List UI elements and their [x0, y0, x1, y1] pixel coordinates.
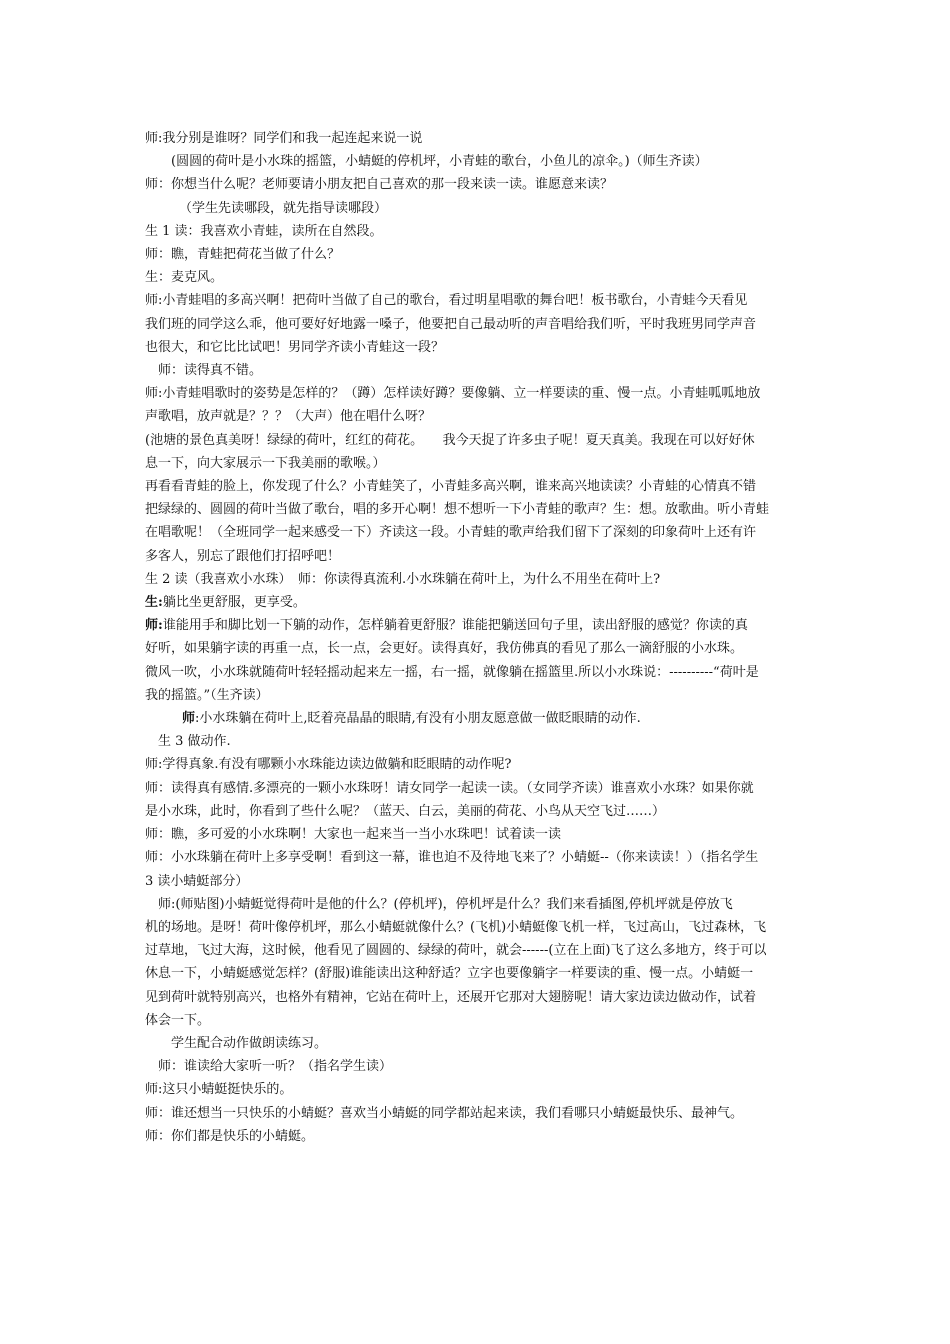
text-line: 机的场地。是呀！荷叶像停机坪，那么小蜻蜓就像什么？(飞机)小蜻蜓像飞机一样，飞过高山，飞过森林，飞	[145, 919, 767, 935]
text-line: 声歌唱，放声就是？？？（大声）他在唱什么呀？	[145, 409, 432, 425]
text-line: 好听，如果躺字读的再重一点，长一点，会更好。读得真好，我仿佛真的看见了那么一滴舒服的小水珠。	[145, 641, 744, 657]
text-line: 我们班的同学这么乖，他可要好好地露一嗓子，他要把自己最动听的声音唱给我们听，平时我班男同学声音	[145, 316, 757, 332]
text-line: 也很大，和它比比试吧！男同学齐读小青蛙这一段？	[145, 339, 445, 355]
text-line: 师：瞧，多可爱的小水珠啊！大家也一起来当一当小水珠吧！试着读一读	[145, 827, 562, 843]
text-line: 体会一下。	[145, 1012, 211, 1028]
text-line: 师：读得真有感情.多漂亮的一颗小水珠呀！请女同学一起读一读。（女同学齐读）谁喜欢小水珠？如果你就	[145, 780, 754, 796]
text-line: 师:小青蛙唱的多高兴啊！把荷叶当做了自己的歌台，看过明星唱歌的舞台吧！板书歌台，小青蛙今天看见	[145, 293, 748, 309]
speaker-label: 生:	[145, 595, 163, 611]
text-line: 多客人，别忘了跟他们打招呼吧！	[145, 548, 341, 564]
text-line: 见到荷叶就特别高兴，也格外有精神，它站在荷叶上，还展开它那对大翅膀呢！请大家边读边做动作，试着	[145, 989, 757, 1005]
text-line: 师：谁还想当一只快乐的小蜻蜓？喜欢当小蜻蜓的同学都站起来读，我们看哪只小蜻蜓最快乐、最神气。	[145, 1105, 744, 1121]
line-text: :小水珠躺在荷叶上,眨着亮晶晶的眼睛,有没有小朋友愿意做一做眨眼睛的动作.	[195, 711, 641, 727]
text-line	[145, 707, 810, 730]
text-line: 休息一下，小蜻蜓感觉怎样？(舒服)谁能读出这种舒适？立字也要像躺字一样要读的重、慢一点。小蜻蜓一	[145, 966, 754, 982]
text-line: 我的摇篮。”（生齐读）	[145, 687, 269, 703]
text-line	[145, 591, 810, 614]
text-line: 生：麦克风。	[145, 270, 224, 286]
text-line: 再看看青蛙的脸上，你发现了什么？小青蛙笑了，小青蛙多高兴啊，谁来高兴地读读？小青蛙的心情真不错	[145, 479, 757, 495]
text-line: 学生配合动作做朗读练习。	[171, 1035, 328, 1051]
document-page	[145, 127, 810, 1148]
text-line: 师:(师贴图)小蜻蜓觉得荷叶是他的什么？(停机坪)，停机坪是什么？我们来看插图,停机坪就是停放飞	[158, 896, 733, 912]
text-line: 师：谁读给大家听一听？（指名学生读）	[158, 1059, 393, 1075]
text-line: 生 2 读（我喜欢小水珠） 师：你读得真流利.小水珠躺在荷叶上，为什么不用坐在荷叶上?	[145, 571, 661, 587]
text-line: 师:我分别是谁呀？同学们和我一起连起来说一说	[145, 131, 423, 146]
text-line	[145, 614, 810, 637]
text-line: 师：你们都是快乐的小蜻蜓。	[145, 1128, 315, 1144]
text-line: 师:这只小蜻蜓挺快乐的。	[145, 1082, 293, 1098]
text-line: (池塘的景色真美呀！绿绿的荷叶，红红的荷花。 我今天捉了许多虫子呢！夏天真美。我现在可以好好休	[145, 432, 755, 448]
text-line: 把绿绿的、圆圆的荷叶当做了歌台，唱的多开心啊！想不想听一下小青蛙的歌声？生：想。放歌曲。听小青蛙	[145, 502, 770, 518]
text-line: 师：瞧，青蛙把荷花当做了什么？	[145, 247, 341, 263]
text-line: 生 1 读：我喜欢小青蛙，读所在自然段。	[145, 223, 383, 239]
text-line: 师：小水珠躺在荷叶上多享受啊！看到这一幕，谁也迫不及待地飞来了？小蜻蜓--（你来读读！）（指名学生	[145, 850, 759, 866]
text-line: 微风一吹，小水珠就随荷叶轻轻摇动起来左一摇，右一摇，就像躺在摇篮里.所以小水珠说：----------“荷叶是	[145, 664, 759, 680]
text-line: （学生先读哪段，就先指导读哪段）	[179, 200, 388, 216]
text-line: 在唱歌呢！（全班同学一起来感受一下）齐读这一段。小青蛙的歌声给我们留下了深刻的印象荷叶上还有许	[145, 525, 757, 541]
speaker-label: 师	[182, 711, 196, 727]
text-line: 息一下，向大家展示一下我美丽的歌喉。）	[145, 455, 386, 471]
text-line: 3 读小蜻蜓部分）	[145, 873, 249, 889]
text-line: 师:学得真象.有没有哪颗小水珠能边读边做躺和眨眼睛的动作呢?	[145, 757, 512, 773]
text-line: (圆圆的荷叶是小水珠的摇篮，小蜻蜓的停机坪，小青蛙的歌台，小鱼儿的凉伞。)（师生齐读）	[171, 154, 708, 170]
text-line: 是小水珠，此时，你看到了些什么呢？（蓝天、白云，美丽的荷花、小鸟从天空飞过……）	[145, 803, 666, 819]
text-line: 师：你想当什么呢？老师要请小朋友把自己喜欢的那一段来读一读。谁愿意来读？	[145, 177, 614, 193]
text-line: 过草地，飞过大海，这时候，他看见了圆圆的、绿绿的荷叶，就会------(立在上面)飞了这么多地方，终于可以	[145, 943, 767, 959]
line-text: 谁能用手和脚比划一下躺的动作，怎样躺着更舒服？谁能把躺送回句子里，读出舒服的感觉？你读的真	[162, 618, 748, 634]
line-text: 躺比坐更舒服，更享受。	[162, 595, 306, 611]
text-line: 生 3 做动作.	[158, 734, 231, 750]
text-line: 师:小青蛙唱歌时的姿势是怎样的？（蹲）怎样读好蹲？要像躺、立一样要读的重、慢一点。小青蛙呱呱地放	[145, 386, 761, 402]
speaker-label: 师:	[145, 618, 163, 634]
text-line: 师：读得真不错。	[158, 363, 263, 379]
